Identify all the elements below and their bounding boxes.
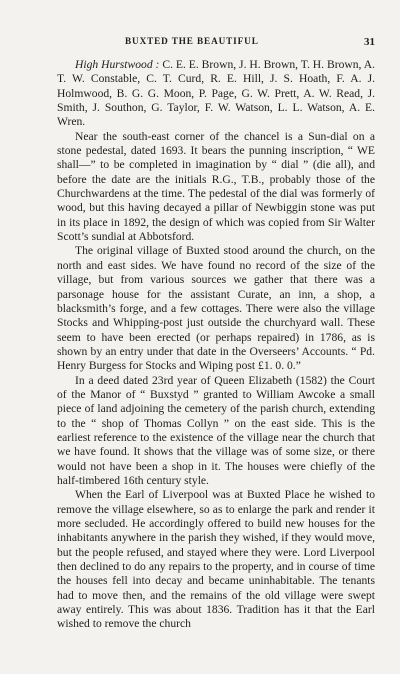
- paragraph-earl-of-liverpool: When the Earl of Liverpool was at Buxted Place he wished to remove the village elsewhere, so as to enlarge the park and render it more secluded. He accordingly offered to build new houses for the inhabitants anywhere in the parish they wished, if they would move, but the people refused, and stayed where they were. Lord Liverpool then declined to do any repairs to the property, and in course of time the houses fell into decay and became uninhabitable. The tenants had to move then, and the remains of the old village were swept away entirely. This was about 1836. Tradition has it that the Earl wished to remove the church: [57, 488, 375, 631]
- district-label: High Hurstwood :: [75, 58, 160, 71]
- page-number: 31: [364, 36, 375, 48]
- paragraph-names-list: [57, 58, 375, 130]
- running-title: BUXTED THE BEAUTIFUL: [125, 36, 259, 46]
- paragraph-original-village: The original village of Buxted stood around the church, on the north and east sides. We have found no record of the size of the village, but from various sources we gather that there was a parsonage house for the assistant Curate, an inn, a shop, a blacksmith’s forge, and a few cottages. There were also the village Stocks and Whipping-post just outside the churchyard wall. These seem to have been erected (or perhaps repaired) in 1786, as is shown by an entry under that date in the Overseers’ Accounts. “ Pd. Henry Burgess for Stocks and Wiping post £1. 0. 0.”: [57, 244, 375, 373]
- paragraph-text: C. E. E. Brown, J. H. Brown, T. H. Brown, A. T. W. Constable, C. T. Curd, R. E. Hill, J. S. Hoath, F. A. J. Holmwood, B. G. G. Moon, P. Page, G. W. Prett, A. W. Read, J. Smith, J. Southon, G. Taylor, F. W. Watson, L. L. Watson, A. E. Wren.: [57, 58, 375, 129]
- paragraph-deed: In a deed dated 23rd year of Queen Elizabeth (1582) the Court of the Manor of “ Buxstyd ” granted to William Awcoke a small piece of land adjoining the cemetery of the parish church, extending to the “ shop of Thomas Collyn ” on the east side. This is the earliest reference to the existence of the village near the church that we have found. It shows that the village was of some size, or there would not have been a shop in it. The houses were chiefly of the half-timbered 16th century style.: [57, 373, 375, 487]
- paragraph-sundial: Near the south-east corner of the chancel is a Sun-dial on a stone pedestal, dated 1693. It bears the punning inscription, “ WE shall—” to be completed in imagination by “ dial ” (die all), and before the date are the initials R.G., T.B., probably those of the Churchwardens at the time. The pedestal of the dial was formerly of wood, but this having decayed a pillar of Newbiggin stone was put in its place in 1892, the design of which was copied from Sir Walter Scott’s sundial at Abbotsford.: [57, 129, 375, 244]
- page-body: [57, 58, 375, 632]
